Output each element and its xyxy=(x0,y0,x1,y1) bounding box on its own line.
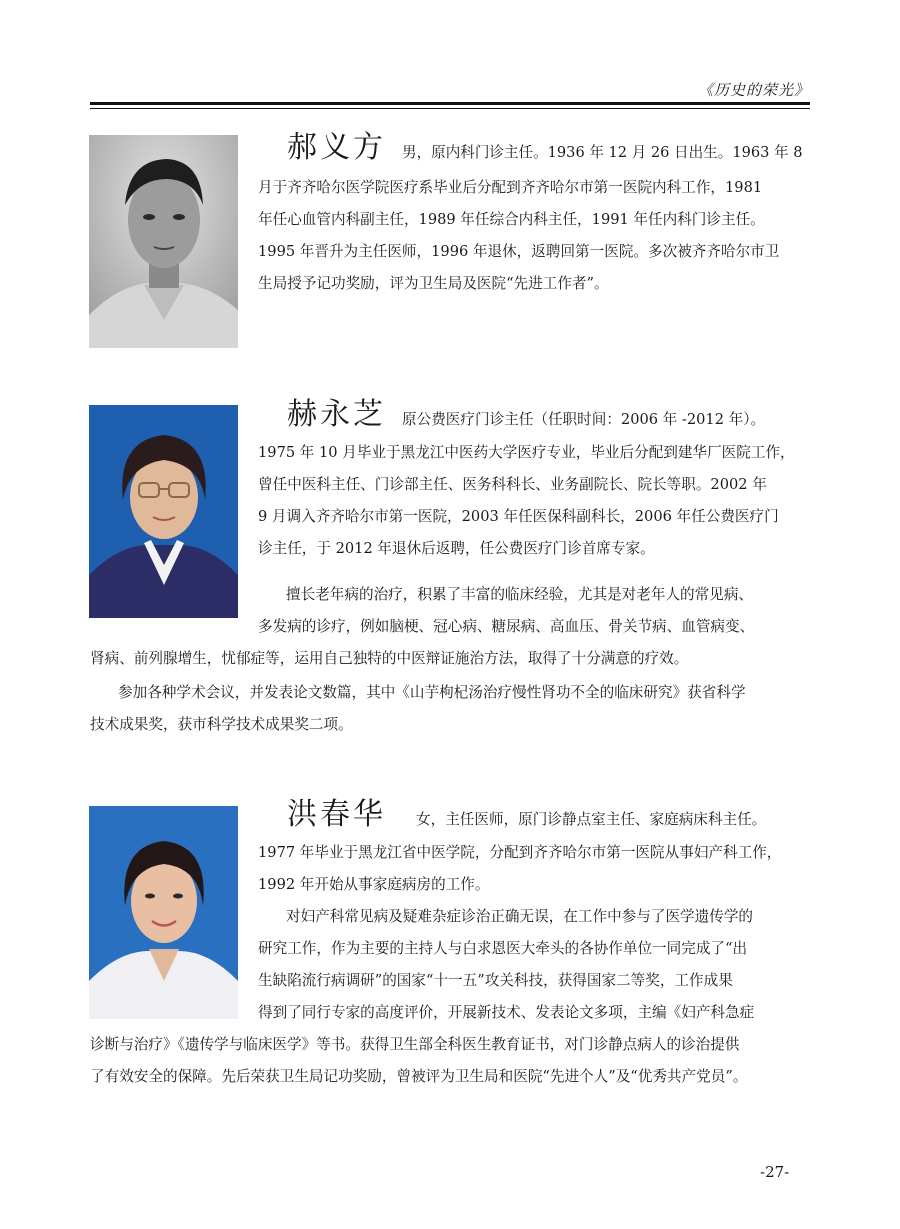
profile-2-line-7: 多发病的诊疗，例如脑梗、冠心病、糖尿病、高血压、骨关节病、血管病变、 xyxy=(258,618,755,635)
profile-3-line-4: 对妇产科常见病及疑难杂症诊治正确无误，在工作中参与了医学遗传学的 xyxy=(286,908,754,925)
profile-3-line-5: 研究工作，作为主要的主持人与白求恩医大牵头的各协作单位一同完成了“出 xyxy=(258,940,748,957)
person-name-3: 洪春华 xyxy=(287,797,386,832)
profile-2 xyxy=(90,395,802,735)
header-rule-thick xyxy=(90,102,810,105)
person-name-1: 郝义方 xyxy=(287,130,386,165)
profile-1-line-1: 男，原内科门诊主任。1936 年 12 月 26 日出生。1963 年 8 xyxy=(402,144,803,161)
page-number: -27- xyxy=(760,1163,790,1181)
profile-2-line-10: 技术成果奖，获市科学技术成果奖二项。 xyxy=(90,716,353,733)
profile-2-line-6: 擅长老年病的治疗，积累了丰富的临床经验，尤其是对老年人的常见病、 xyxy=(286,586,754,603)
profile-1-line-5: 生局授予记功奖励，评为卫生局及医院“先进工作者”。 xyxy=(258,275,609,292)
profile-1-line-2: 月于齐齐哈尔医学院医疗系毕业后分配到齐齐哈尔市第一医院内科工作，1981 xyxy=(258,179,763,196)
profile-2-line-9: 参加各种学术会议，并发表论文数篇，其中《山芋枸杞汤治疗慢性肾功不全的临床研究》获省科学 xyxy=(118,684,746,701)
header-rule-thin xyxy=(90,108,810,109)
profile-3 xyxy=(90,795,802,1095)
profile-2-line-2: 1975 年 10 月毕业于黑龙江中医药大学医疗专业，毕业后分配到建华厂医院工作， xyxy=(258,444,795,461)
profile-1 xyxy=(90,128,802,308)
profile-3-line-2: 1977 年毕业于黑龙江省中医学院，分配到齐齐哈尔市第一医院从事妇产科工作， xyxy=(258,844,782,861)
profile-3-line-6: 生缺陷流行病调研”的国家“十一五”攻关科技，获得国家二等奖，工作成果 xyxy=(258,972,733,989)
profile-3-line-1: 女，主任医师，原门诊静点室主任、家庭病床科主任。 xyxy=(416,811,767,828)
profile-3-line-9: 了有效安全的保障。先后荣获卫生局记功奖励，曾被评为卫生局和医院“先进个人”及“优秀共产党员”。 xyxy=(90,1068,748,1085)
profile-2-line-4: 9 月调入齐齐哈尔市第一医院，2003 年任医保科副科长，2006 年任公费医疗门 xyxy=(258,508,779,525)
profile-2-line-8: 肾病、前列腺增生，忧郁症等，运用自己独特的中医辩证施治方法，取得了十分满意的疗效。 xyxy=(90,650,689,667)
profile-3-line-3: 1992 年开始从事家庭病房的工作。 xyxy=(258,876,490,893)
profile-3-line-7: 得到了同行专家的高度评价，开展新技术、发表论文多项，主编《妇产科急症 xyxy=(258,1004,755,1021)
profile-1-line-4: 1995 年晋升为主任医师，1996 年退休，返聘回第一医院。多次被齐齐哈尔市卫 xyxy=(258,243,780,260)
profile-2-line-3: 曾任中医科主任、门诊部主任、医务科科长、业务副院长、院长等职。2002 年 xyxy=(258,476,767,493)
book-title-header: 《历史的荣光》 xyxy=(697,81,810,99)
person-name-2: 赫永芝 xyxy=(287,397,386,432)
profile-2-line-1: 原公费医疗门诊主任（任职时间：2006 年 -2012 年）。 xyxy=(402,411,766,428)
profile-1-line-3: 年任心血管内科副主任，1989 年任综合内科主任，1991 年任内科门诊主任。 xyxy=(258,211,765,228)
profile-3-line-8: 诊断与治疗》《遗传学与临床医学》等书。获得卫生部全科医生教育证书，对门诊静点病人的诊治提供 xyxy=(90,1036,740,1053)
profile-2-line-5: 诊主任，于 2012 年退休后返聘，任公费医疗门诊首席专家。 xyxy=(258,540,655,557)
